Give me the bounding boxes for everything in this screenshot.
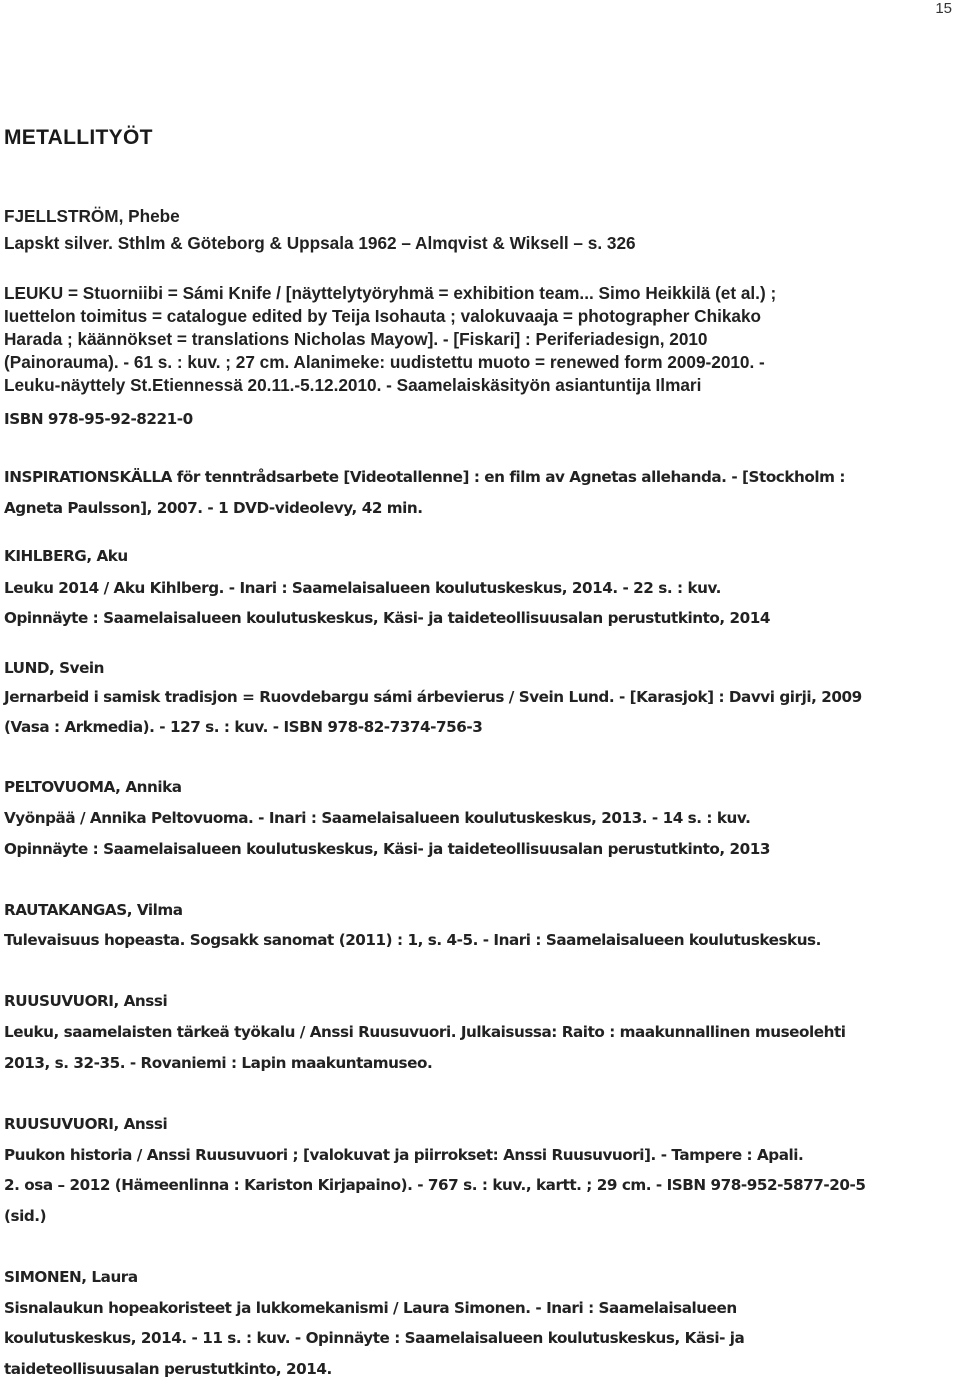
entry-author: KIHLBERG, Aku (4, 547, 128, 565)
entry-line: Agneta Paulsson], 2007. - 1 DVD-videolevy, 42 min. (4, 499, 423, 517)
entry-line: INSPIRATIONSKÄLLA för tenntrådsarbete [Videotallenne] : en film av Agnetas allehanda. - [Stockholm : (4, 468, 845, 486)
entry-title: Tulevaisuus hopeasta. Sogsakk sanomat (2011) : 1, s. 4-5. - Inari : Saamelaisalueen koulutuskeskus. (4, 931, 821, 949)
entry-isbn: ISBN 978-95-92-8221-0 (4, 410, 193, 428)
entry-note: Opinnäyte : Saamelaisalueen koulutuskeskus, Käsi- ja taideteollisuusalan perustutkinto, 2014 (4, 609, 771, 627)
entry-author: LUND, Svein (4, 659, 105, 677)
entry-title: Sisnalaukun hopeakoristeet ja lukkomekanismi / Laura Simonen. - Inari : Saamelaisalueen (4, 1299, 737, 1317)
entry-line: (sid.) (4, 1207, 47, 1225)
entry-line: Harada ; käännökset = translations Nicholas Mayow]. - [Fiskari] : Periferiadesign, 2010 (4, 329, 708, 349)
entry-line: (Painorauma). - 61 s. : kuv. ; 27 cm. Alanimeke: uudistettu muoto = renewed form 2009-2010. - (4, 352, 765, 372)
entry-note: Opinnäyte : Saamelaisalueen koulutuskeskus, Käsi- ja taideteollisuusalan perustutkinto, 2013 (4, 840, 771, 858)
entry-line: (Vasa : Arkmedia). - 127 s. : kuv. - ISBN 978-82-7374-756-3 (4, 718, 483, 736)
entry-title: Vyönpää / Annika Peltovuoma. - Inari : Saamelaisalueen koulutuskeskus, 2013. - 14 s. : kuv. (4, 809, 751, 827)
entry-title: Lapskt silver. Sthlm & Göteborg & Uppsala 1962 – Almqvist & Wiksell – s. 326 (4, 233, 636, 253)
entry-line: Iuettelon toimitus = catalogue edited by Teija Isohauta ; valokuvaaja = photographer Chikako (4, 306, 762, 326)
entry-author: RUUSUVUORI, Anssi (4, 1115, 168, 1133)
entry-author: FJELLSTRÖM, Phebe (4, 206, 180, 226)
entry-author: RUUSUVUORI, Anssi (4, 992, 168, 1010)
page-number: 15 (935, 0, 952, 17)
entry-title: Jernarbeid i samisk tradisjon = Ruovdebargu sámi árbevierus / Svein Lund. - [Karasjok] : Davvi girji, 2009 (4, 688, 862, 706)
entry-line: Leuku-näyttely St.Etiennessä 20.11.-5.12.2010. - Saamelaiskäsityön asiantuntija Ilmari (4, 375, 702, 395)
entry-author: PELTOVUOMA, Annika (4, 778, 182, 796)
entry-title: Leuku 2014 / Aku Kihlberg. - Inari : Saamelaisalueen koulutuskeskus, 2014. - 22 s. : kuv. (4, 579, 721, 597)
entry-line: 2013, s. 32-35. - Rovaniemi : Lapin maakuntamuseo. (4, 1054, 433, 1072)
entry-line: 2. osa – 2012 (Hämeenlinna : Kariston Kirjapaino). - 767 s. : kuv., kartt. ; 29 cm. - ISBN 978-952-5877-20-5 (4, 1176, 866, 1194)
entry-title: Puukon historia / Anssi Ruusuvuori ; [valokuvat ja piirrokset: Anssi Ruusuvuori]. - Tampere : Apali. (4, 1146, 804, 1164)
entry-author: RAUTAKANGAS, Vilma (4, 901, 183, 919)
entry-line: taideteollisuusalan perustutkinto, 2014. (4, 1360, 332, 1378)
entry-title: Leuku, saamelaisten tärkeä työkalu / Anssi Ruusuvuori. Julkaisussa: Raito : maakunnallinen museolehti (4, 1023, 846, 1041)
entry-line: LEUKU = Stuorniibi = Sámi Knife / [näyttelytyöryhmä = exhibition team... Simo Heikkilä (et al.) ; (4, 283, 777, 303)
section-title: METALLITYÖT (4, 126, 153, 149)
entry-line: koulutuskeskus, 2014. - 11 s. : kuv. - Opinnäyte : Saamelaisalueen koulutuskeskus, Käsi- ja (4, 1329, 745, 1347)
entry-author: SIMONEN, Laura (4, 1268, 138, 1286)
